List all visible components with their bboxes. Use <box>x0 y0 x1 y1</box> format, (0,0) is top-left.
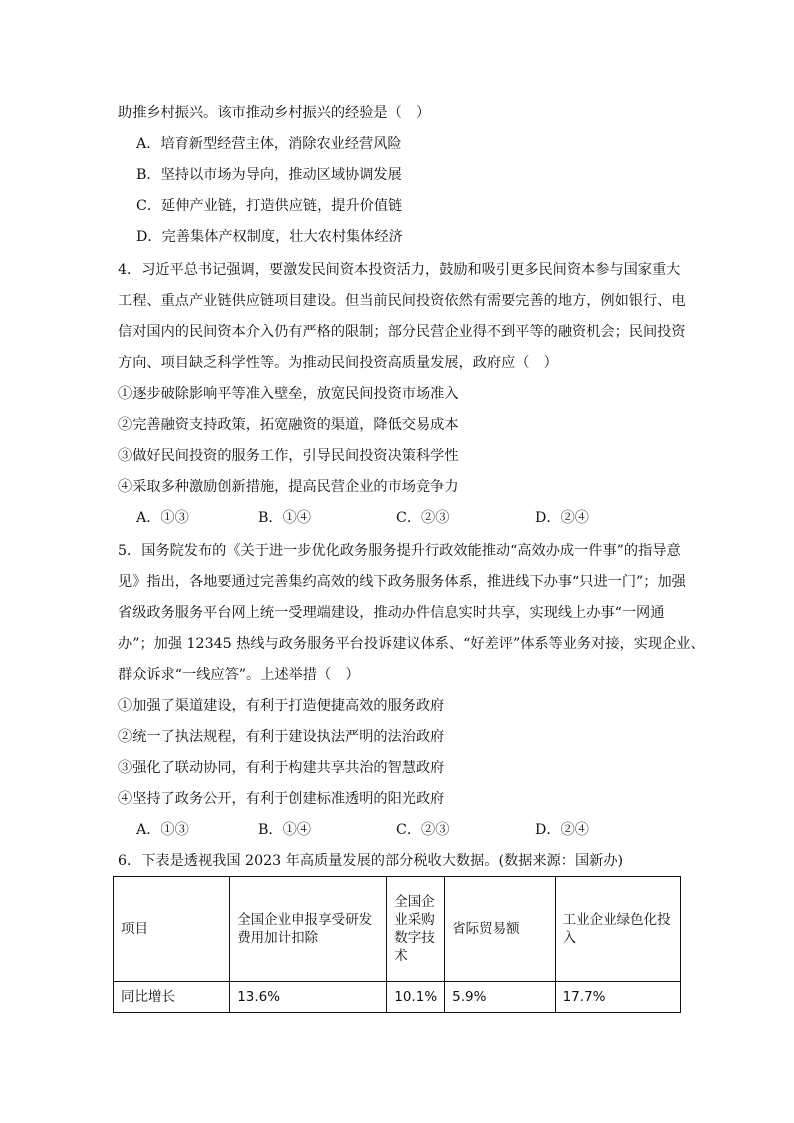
q5-statement-3: ③强化了联动协同，有利于构建共享共治的智慧政府 <box>118 760 445 776</box>
q5-choice-c: C．②③ <box>396 822 450 838</box>
q5-choice-a: A．①③ <box>136 822 189 838</box>
header-cell-green-investment: 工业企业绿色化投入 <box>555 877 680 982</box>
q5-stem-line-2: 见》指出，各地要通过完善集约高效的线下政务服务体系，推进线下办事“只进一门”；加强 <box>118 574 686 590</box>
q5-stem-line-1: 5．国务院发布的《关于进一步优化政务服务提升行政效能推动“高效办成一件事”的指导意 <box>118 543 681 559</box>
q3-option-b: B．坚持以市场为导向，推动区域协调发展 <box>136 167 402 183</box>
q5-stem-line-4: 办”；加强 12345 热线与政务服务平台投诉建议体系、“好差评”体系等业务对接，实现企业、 <box>118 636 705 652</box>
q3-option-d: D．完善集体产权制度，壮大农村集体经济 <box>136 229 403 245</box>
q3-option-a: A．培育新型经营主体，消除农业经营风险 <box>136 136 402 152</box>
value-cell-rd-deduction: 13.6% <box>230 982 387 1013</box>
q5-statement-4: ④坚持了政务公开，有利于创建标准透明的阳光政府 <box>118 791 445 807</box>
header-cell-rd-deduction: 全国企业申报享受研发费用加计扣除 <box>230 877 387 982</box>
q5-choice-b: B．①④ <box>258 822 311 838</box>
q5-stem-line-5: 群众诉求“一线应答”。上述举措（ ） <box>118 667 360 683</box>
q4-statement-2: ②完善融资支持政策，拓宽融资的渠道，降低交易成本 <box>118 417 459 433</box>
q4-statement-4: ④采取多种激励创新措施，提高民营企业的市场竞争力 <box>118 479 459 495</box>
q4-choice-b: B．①④ <box>258 510 311 526</box>
q4-statement-1: ①逐步破除影响平等准入壁垒，放宽民间投资市场准入 <box>118 386 459 402</box>
header-cell-item: 项目 <box>114 877 230 982</box>
q4-stem-line-3: 信对国内的民间资本介入仍有严格的限制；部分民营企业得不到平等的融资机会；民间投资 <box>118 324 686 340</box>
tax-data-table <box>113 876 681 1013</box>
q4-choice-c: C．②③ <box>396 510 450 526</box>
table-header-row <box>114 877 681 982</box>
q3-option-c: C．延伸产业链，打造供应链，提升价值链 <box>136 198 403 214</box>
value-cell-interprovincial-trade: 5.9% <box>445 982 555 1013</box>
q5-statement-1: ①加强了渠道建设，有利于打造便捷高效的服务政府 <box>118 698 445 714</box>
value-cell-digital-tech: 10.1% <box>387 982 445 1013</box>
row-label-cell: 同比增长 <box>114 982 230 1013</box>
q5-statement-2: ②统一了执法规程，有利于建设执法严明的法治政府 <box>118 729 445 745</box>
q4-stem-line-1: 4．习近平总书记强调，要激发民间资本投资活力，鼓励和吸引更多民间资本参与国家重大 <box>118 262 681 278</box>
q3-stem-tail: 助推乡村振兴。该市推动乡村振兴的经验是（ ） <box>118 105 431 121</box>
q4-choice-a: A．①③ <box>136 510 189 526</box>
q4-statement-3: ③做好民间投资的服务工作，引导民间投资决策科学性 <box>118 448 459 464</box>
value-cell-green-investment: 17.7% <box>555 982 680 1013</box>
q4-stem-line-2: 工程、重点产业链供应链项目建设。但当前民间投资依然有需要完善的地方，例如银行、电 <box>118 293 686 309</box>
q6-stem: 6．下表是透视我国 2023 年高质量发展的部分税收大数据。(数据来源：国新办) <box>118 853 624 869</box>
q4-stem-line-4: 方向、项目缺乏科学性等。为推动民间投资高质量发展，政府应（ ） <box>118 355 558 371</box>
header-cell-interprovincial-trade: 省际贸易额 <box>445 877 555 982</box>
q4-choice-d: D．②④ <box>535 510 589 526</box>
table-row <box>114 982 681 1013</box>
header-cell-digital-tech: 全国企业采购数字技术 <box>387 877 445 982</box>
q5-stem-line-3: 省级政务服务平台网上统一受理端建设，推动办件信息实时共享，实现线上办事“一网通 <box>118 605 665 621</box>
q5-choice-d: D．②④ <box>535 822 589 838</box>
